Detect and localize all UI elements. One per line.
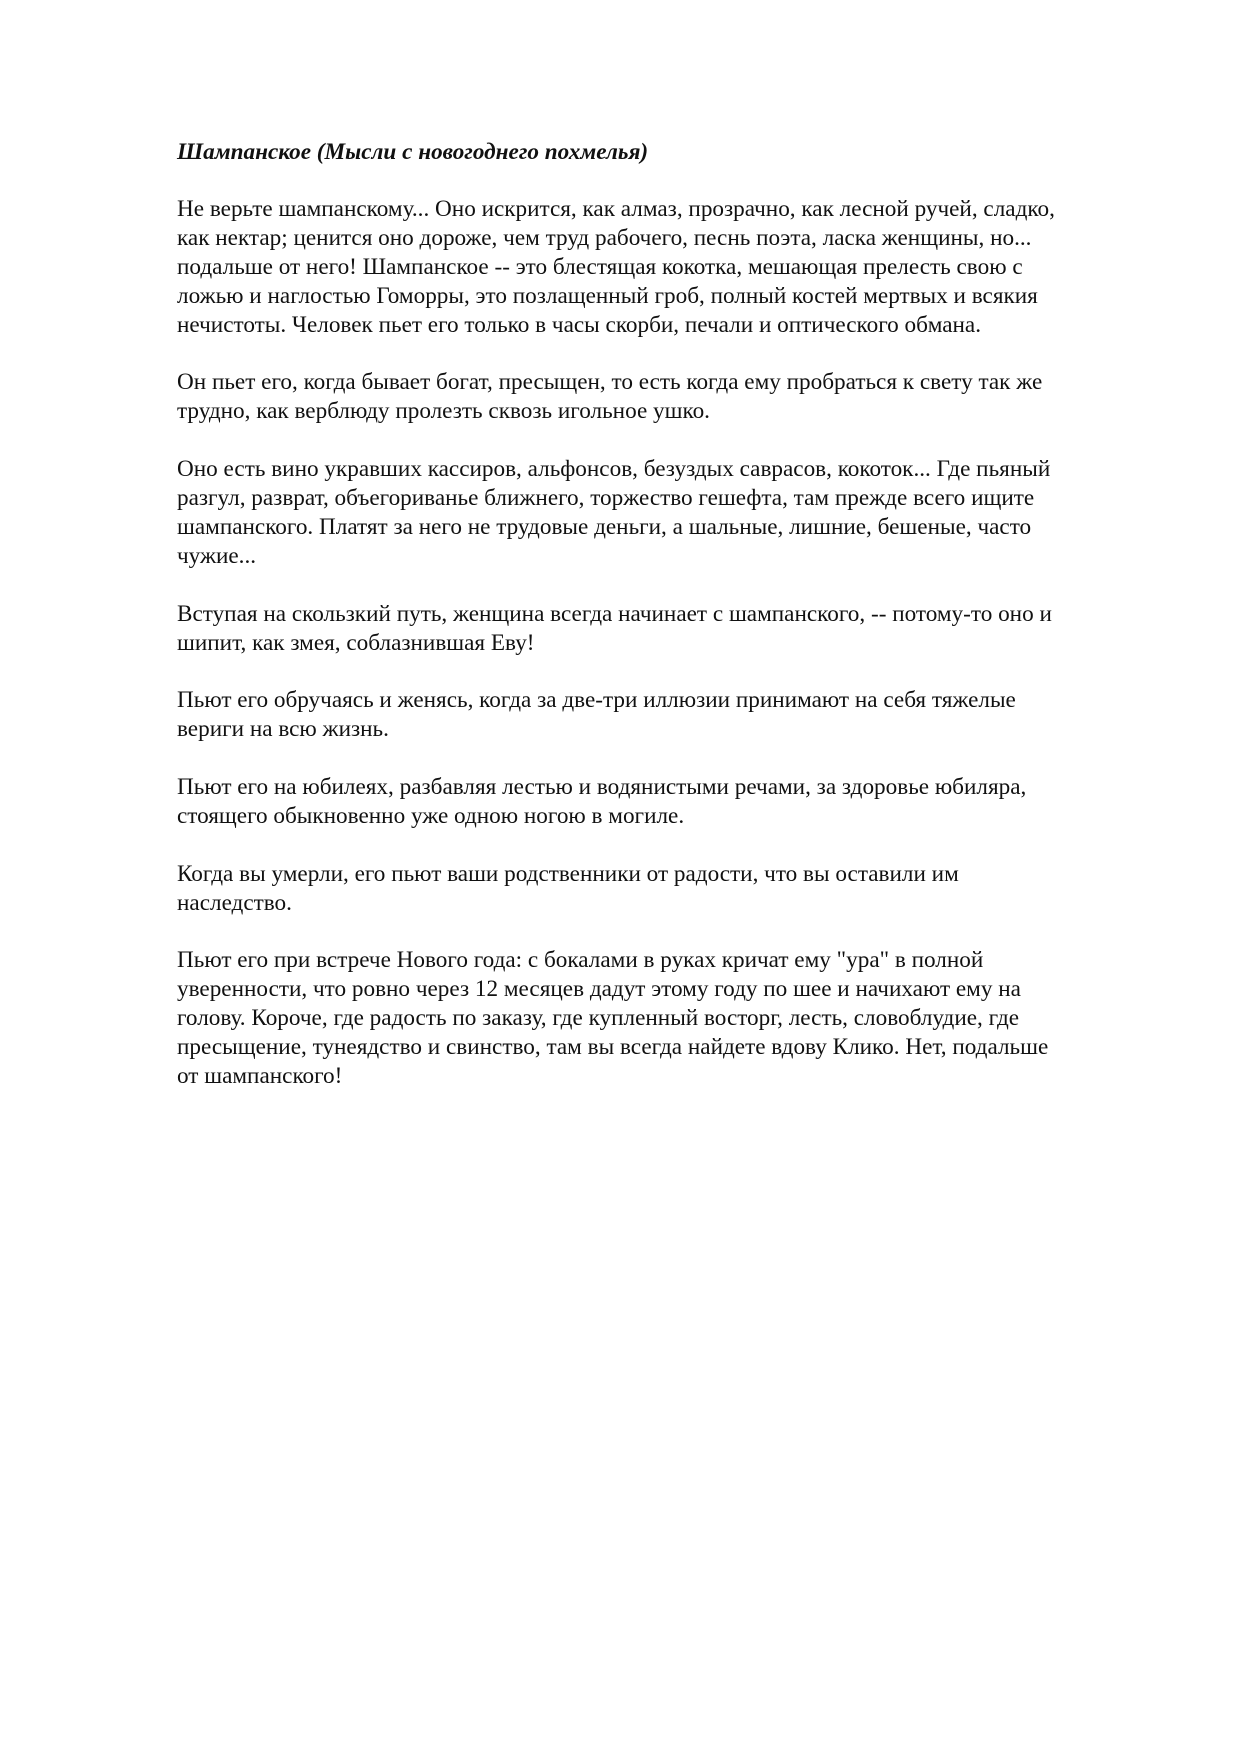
paragraph-line: голову. Короче, где радость по заказу, где купленный восторг, лесть, словоблудие, где <box>177 1005 1020 1032</box>
paragraph-line: уверенности, что ровно через 12 месяцев дадут этому году по шее и начихают ему на <box>177 976 1021 1003</box>
paragraph-line: вериги на всю жизнь. <box>177 716 389 743</box>
paragraph-line: Пьют его при встрече Нового года: с бокалами в руках кричат ему "ура" в полной <box>177 947 984 974</box>
paragraph-line: подальше от него! Шампанское -- это блестящая кокотка, мешающая прелесть свою с <box>177 253 1023 280</box>
paragraph-line: Вступая на скользкий путь, женщина всегда начинает с шампанского, -- потому-то оно и <box>177 600 1052 627</box>
paragraph-line: Он пьет его, когда бывает богат, пресыщен, то есть когда ему пробраться к свету так же <box>177 369 1043 396</box>
paragraph-line: чужие... <box>177 542 257 569</box>
paragraph-line: шипит, как змея, соблазнившая Еву! <box>177 629 535 656</box>
paragraph <box>177 686 1137 744</box>
paragraph <box>177 455 1137 571</box>
paragraph-line: Когда вы умерли, его пьют ваши родственники от радости, что вы оставили им <box>177 860 959 887</box>
paragraph-line: от шампанского! <box>177 1063 343 1090</box>
paragraph-line: разгул, разврат, объегориванье ближнего, торжество гешефта, там прежде всего ищите <box>177 485 1035 512</box>
paragraph <box>177 773 1137 831</box>
paragraph-line: Не верьте шампанскому... Оно искрится, как алмаз, прозрачно, как лесной ручей, сладко, <box>177 196 1055 222</box>
document-title: Шампанское (Мысли с новогоднего похмелья) <box>177 139 649 165</box>
paragraph-line: как нектар; ценится оно дороже, чем труд рабочего, песнь поэта, ласка женщины, но... <box>177 224 1032 251</box>
paragraph <box>177 600 1137 658</box>
document-body <box>177 138 1137 1120</box>
paragraph <box>177 860 1137 918</box>
paragraph-line: трудно, как верблюду пролезть сквозь игольное ушко. <box>177 398 710 425</box>
paragraph-line: ложью и наглостью Гоморры, это позлащенный гроб, полный костей мертвых и всякия <box>177 282 1038 309</box>
paragraph-line: пресыщение, тунеядство и свинство, там вы всегда найдете вдову Клико. Нет, подальше <box>177 1034 1049 1061</box>
paragraph-line: шампанского. Платят за него не трудовые деньги, а шальные, лишние, бешеные, часто <box>177 513 1032 540</box>
paragraph <box>177 946 1137 1091</box>
paragraph-line: Пьют его обручаясь и женясь, когда за две-три иллюзии принимают на себя тяжелые <box>177 687 1016 714</box>
paragraph-list <box>177 195 1137 1091</box>
paragraph-line: Пьют его на юбилеях, разбавляя лестью и водянистыми речами, за здоровье юбиляра, <box>177 774 1027 801</box>
paragraph <box>177 195 1137 340</box>
paragraph-line: стоящего обыкновенно уже одною ногою в могиле. <box>177 802 685 829</box>
paragraph <box>177 368 1137 426</box>
paragraph-line: Оно есть вино укравших кассиров, альфонсов, безуздых саврасов, кокоток... Где пьяный <box>177 456 1051 483</box>
paragraph-line: наследство. <box>177 889 292 916</box>
paragraph-line: нечистоты. Человек пьет его только в часы скорби, печали и оптического обмана. <box>177 311 981 338</box>
